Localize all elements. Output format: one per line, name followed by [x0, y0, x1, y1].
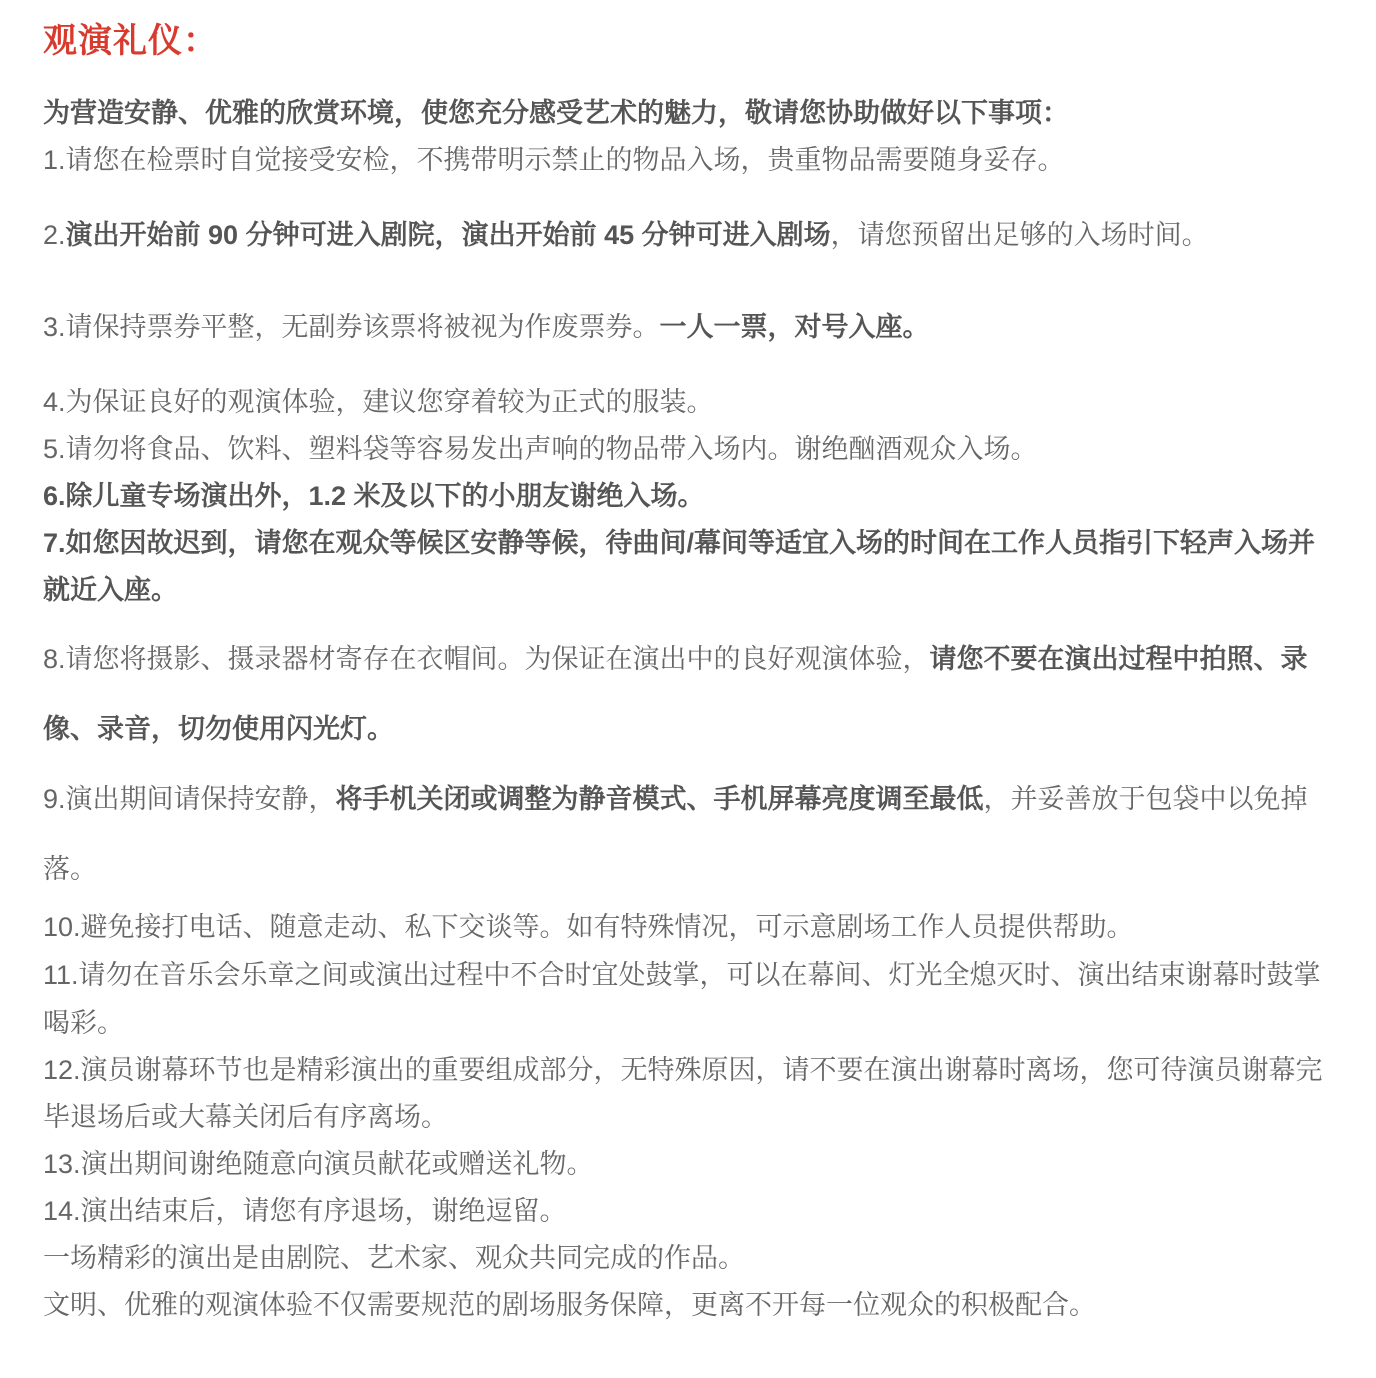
item-5: [43, 426, 1333, 473]
item-12-segment-0: 12.演员谢幕环节也是精彩演出的重要组成部分，无特殊原因，请不要在演出谢幕时离场，您可待演员谢幕完毕退场后或大幕关闭后有序离场。: [43, 1055, 1323, 1132]
item-2-segment-2: ，请您预留出足够的入场时间。: [830, 220, 1209, 250]
item-12: [43, 1047, 1333, 1141]
item-10-segment-0: 10.避免接打电话、随意走动、私下交谈等。如有特殊情况，可示意剧场工作人员提供帮助。: [43, 912, 1134, 942]
item-13: [43, 1141, 1333, 1188]
item-2-segment-1: 演出开始前 90 分钟可进入剧院，演出开始前 45 分钟可进入剧场: [65, 220, 831, 250]
etiquette-paragraphs: [43, 90, 1333, 1329]
item-1: [43, 137, 1333, 184]
item-6: [43, 473, 1333, 520]
item-5-segment-0: 5.请勿将食品、饮料、塑料袋等容易发出声响的物品带入场内。谢绝酗酒观众入场。: [43, 434, 1038, 464]
page-title: 观演礼仪：: [43, 22, 218, 60]
item-14-segment-0: 14.演出结束后，请您有序退场，谢绝逗留。: [43, 1196, 567, 1226]
item-9-segment-2: ，并妥善放于包袋中以免掉落。: [43, 784, 1308, 884]
item-2: [43, 212, 1333, 259]
closing-2: [43, 1282, 1333, 1329]
item-2-segment-0: 2.: [43, 220, 66, 250]
item-3-segment-1: 一人一票，对号入座。: [659, 312, 930, 342]
item-14: [43, 1188, 1333, 1235]
item-4-segment-0: 4.为保证良好的观演体验，建议您穿着较为正式的服装。: [43, 387, 714, 417]
item-3-segment-0: 3.请保持票券平整，无副券该票将被视为作废票券。: [43, 312, 660, 342]
intro: [43, 90, 1333, 137]
item-10: [43, 904, 1333, 951]
item-13-segment-0: 13.演出期间谢绝随意向演员献花或赠送礼物。: [43, 1149, 594, 1179]
item-11: [43, 951, 1333, 1047]
intro-segment-0: 为营造安静、优雅的欣赏环境，使您充分感受艺术的魅力，敬请您协助做好以下事项：: [43, 98, 1069, 128]
item-8-segment-1: 请您不要在演出过程中拍照、录像、录音，切勿使用闪光灯。: [43, 644, 1308, 744]
item-3: [43, 304, 1333, 351]
item-6-segment-0: 6.除儿童专场演出外，1.2 米及以下的小朋友谢绝入场。: [43, 481, 705, 511]
closing-2-segment-0: 文明、优雅的观演体验不仅需要规范的剧场服务保障，更离不开每一位观众的积极配合。: [43, 1290, 1096, 1320]
item-9-segment-1: 将手机关闭或调整为静音模式、手机屏幕亮度调至最低: [335, 784, 984, 814]
item-8-segment-0: 8.请您将摄影、摄录器材寄存在衣帽间。为保证在演出中的良好观演体验，: [43, 644, 930, 674]
item-1-segment-0: 1.请您在检票时自觉接受安检，不携带明示禁止的物品入场，贵重物品需要随身妥存。: [43, 145, 1065, 175]
item-9: [43, 764, 1333, 904]
closing-1-segment-0: 一场精彩的演出是由剧院、艺术家、观众共同完成的作品。: [43, 1243, 745, 1273]
closing-1: [43, 1235, 1333, 1282]
item-7: [43, 520, 1333, 614]
item-4: [43, 379, 1333, 426]
item-11-segment-0: 11.请勿在音乐会乐章之间或演出过程中不合时宜处鼓掌，可以在幕间、灯光全熄灭时、演出结束谢幕时鼓掌喝彩。: [43, 960, 1321, 1038]
item-8: [43, 624, 1333, 764]
item-7-segment-0: 7.如您因故迟到，请您在观众等候区安静等候，待曲间/幕间等适宜入场的时间在工作人员指引下轻声入场并就近入座。: [43, 528, 1316, 605]
item-9-segment-0: 9.演出期间请保持安静，: [43, 784, 336, 814]
